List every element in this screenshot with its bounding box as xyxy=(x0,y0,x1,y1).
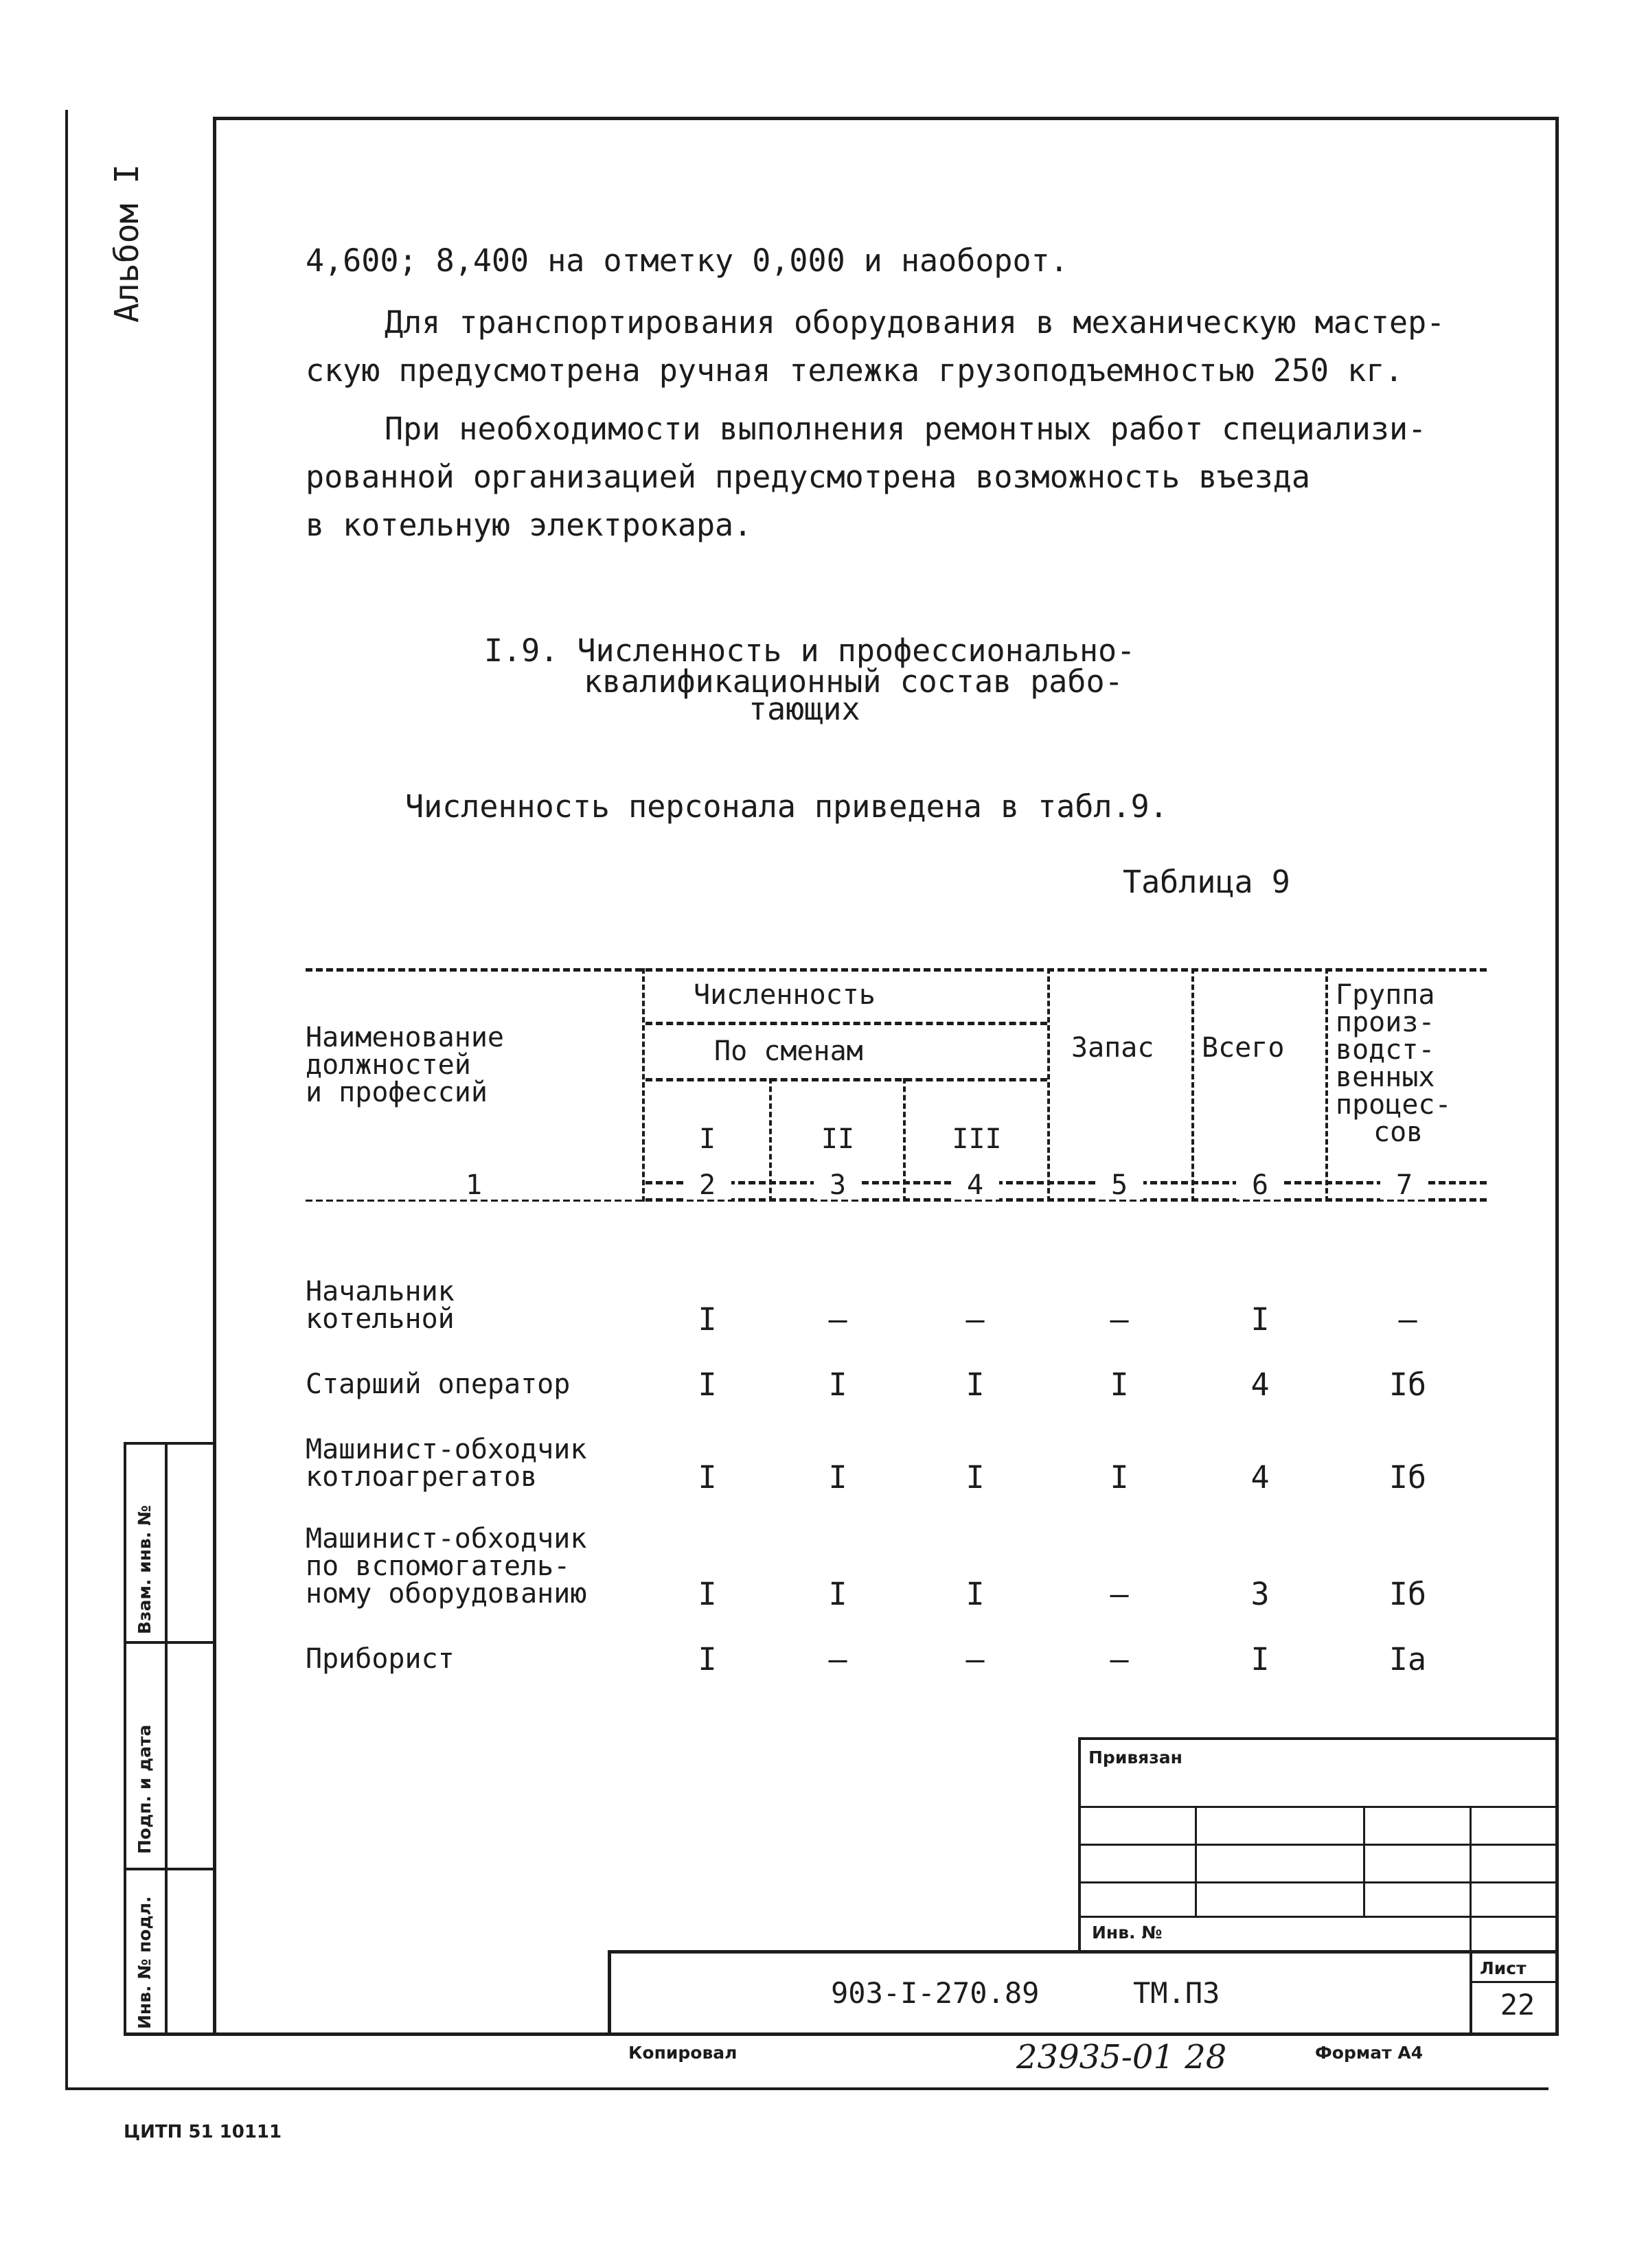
row-reserve: – xyxy=(1110,1641,1129,1677)
row-shift-1: I xyxy=(698,1576,717,1612)
header-reserve: Запас xyxy=(1071,1032,1154,1064)
header-total: Всего xyxy=(1202,1032,1285,1064)
album-label: Альбом I xyxy=(108,163,146,323)
row-shift-1: I xyxy=(698,1641,717,1677)
col-number-4: 4 xyxy=(951,1171,999,1200)
stamp-sheet-number: 22 xyxy=(1500,1988,1535,2021)
header-group-l5: процес- xyxy=(1336,1089,1452,1121)
stamp-format: Формат А4 xyxy=(1315,2043,1424,2063)
paragraph-3-line-2: рованной организацией предусмотрена возможность въезда xyxy=(306,459,1310,495)
col-number-2: 2 xyxy=(683,1171,731,1200)
section-heading-line-3: тающих xyxy=(748,691,860,727)
row-total: 4 xyxy=(1250,1366,1270,1403)
header-shift-2: II xyxy=(821,1123,855,1155)
row-shift-2: – xyxy=(828,1641,847,1677)
row-shift-3: I xyxy=(965,1576,985,1612)
stamp-doc-code: 903-I-270.89 xyxy=(831,1976,1040,2010)
podp-label: Подп. и дата xyxy=(135,1724,155,1854)
table-caption: Таблица 9 xyxy=(1123,864,1290,900)
section-heading-line-2: квалификационный состав рабо- xyxy=(584,663,1123,700)
header-name-l3: и профессий xyxy=(306,1077,488,1108)
row-shift-2: I xyxy=(828,1366,847,1403)
row-total: 4 xyxy=(1250,1459,1270,1496)
row-name-l2: котельной xyxy=(306,1303,455,1335)
paragraph-1: 4,600; 8,400 на отметку 0,000 и наоборот. xyxy=(306,242,1068,279)
stamp-privyazan: Привязан xyxy=(1088,1748,1182,1767)
row-name-l1: Приборист xyxy=(306,1643,455,1675)
row-reserve: – xyxy=(1110,1576,1129,1612)
row-reserve: I xyxy=(1110,1459,1129,1496)
col-number-6: 6 xyxy=(1236,1171,1284,1200)
row-shift-3: – xyxy=(965,1641,985,1677)
row-name-l2: котлоагрегатов xyxy=(306,1461,538,1493)
paragraph-3-line-1: При необходимости выполнения ремонтных работ специализи- xyxy=(385,411,1427,447)
col-number-1: 1 xyxy=(306,1171,642,1200)
frame-top xyxy=(213,117,1559,120)
row-shift-2: I xyxy=(828,1459,847,1496)
inv-podl-label: Инв. № подл. xyxy=(135,1896,155,2029)
row-group: Iб xyxy=(1388,1366,1427,1403)
row-reserve: I xyxy=(1110,1366,1129,1403)
header-group-l2: произ- xyxy=(1336,1007,1435,1038)
row-shift-1: I xyxy=(698,1366,717,1403)
row-group: Iа xyxy=(1388,1641,1427,1677)
header-name-l1: Наименование xyxy=(306,1022,504,1053)
header-group-l1: Группа xyxy=(1336,979,1435,1011)
header-group-l6: сов xyxy=(1373,1116,1424,1148)
col-number-3: 3 xyxy=(814,1171,862,1200)
header-group-l4: венных xyxy=(1336,1062,1435,1093)
frame-left xyxy=(213,117,216,2036)
row-group: Iб xyxy=(1388,1459,1427,1496)
header-count: Численность xyxy=(694,979,876,1011)
row-shift-2: I xyxy=(828,1576,847,1612)
left-margin-line xyxy=(65,110,68,2087)
row-reserve: – xyxy=(1110,1301,1129,1338)
row-name-l2: по вспомогатель- xyxy=(306,1550,571,1582)
row-shift-3: – xyxy=(965,1301,985,1338)
header-by-shift: По сменам xyxy=(714,1035,863,1067)
paragraph-2-line-2: скую предусмотрена ручная тележка грузоподъемностью 250 кг. xyxy=(306,352,1404,389)
stamp-copied: Копировал xyxy=(628,2043,738,2063)
col-number-7: 7 xyxy=(1380,1171,1428,1200)
row-name-l1: Начальник xyxy=(306,1276,455,1307)
footer-code: ЦИТП 51 10111 xyxy=(124,2122,282,2142)
row-name-l1: Старший оператор xyxy=(306,1368,571,1400)
paragraph-3-line-3: в котельную электрокара. xyxy=(306,507,753,543)
row-shift-2: – xyxy=(828,1301,847,1338)
row-shift-1: I xyxy=(698,1459,717,1496)
paragraph-2-line-1: Для транспортирования оборудования в механическую мастер- xyxy=(385,304,1445,341)
row-group: – xyxy=(1398,1301,1417,1338)
row-total: I xyxy=(1250,1641,1270,1677)
row-group: Iб xyxy=(1388,1576,1427,1612)
row-total: I xyxy=(1250,1301,1270,1338)
bottom-margin-line xyxy=(65,2087,1548,2090)
stamp-handwritten-number: 23935-01 28 xyxy=(1016,2038,1227,2076)
row-name-l1: Машинист-обходчик xyxy=(306,1434,587,1465)
header-group-l3: водст- xyxy=(1336,1034,1435,1066)
stamp-doc-suffix: ТМ.ПЗ xyxy=(1133,1976,1220,2010)
section-heading-line-1: I.9. Численность и профессионально- xyxy=(484,632,1136,669)
vzam-label: Взам. инв. № xyxy=(135,1505,155,1634)
header-shift-1: I xyxy=(698,1123,716,1155)
frame-bottom xyxy=(124,2032,1559,2036)
row-name-l3: ному оборудованию xyxy=(306,1578,587,1610)
row-name-l1: Машинист-обходчик xyxy=(306,1523,587,1555)
col-number-5: 5 xyxy=(1095,1171,1143,1200)
header-name-l2: должностей xyxy=(306,1049,471,1081)
row-shift-1: I xyxy=(698,1301,717,1338)
intro-text: Численность персонала приведена в табл.9. xyxy=(405,788,1168,825)
row-total: 3 xyxy=(1250,1576,1270,1612)
stamp-inv-no: Инв. № xyxy=(1092,1923,1163,1943)
row-shift-3: I xyxy=(965,1366,985,1403)
header-shift-3: III xyxy=(952,1123,1002,1155)
stamp-sheet-label: Лист xyxy=(1480,1958,1527,1978)
frame-right xyxy=(1555,117,1559,2036)
row-shift-3: I xyxy=(965,1459,985,1496)
